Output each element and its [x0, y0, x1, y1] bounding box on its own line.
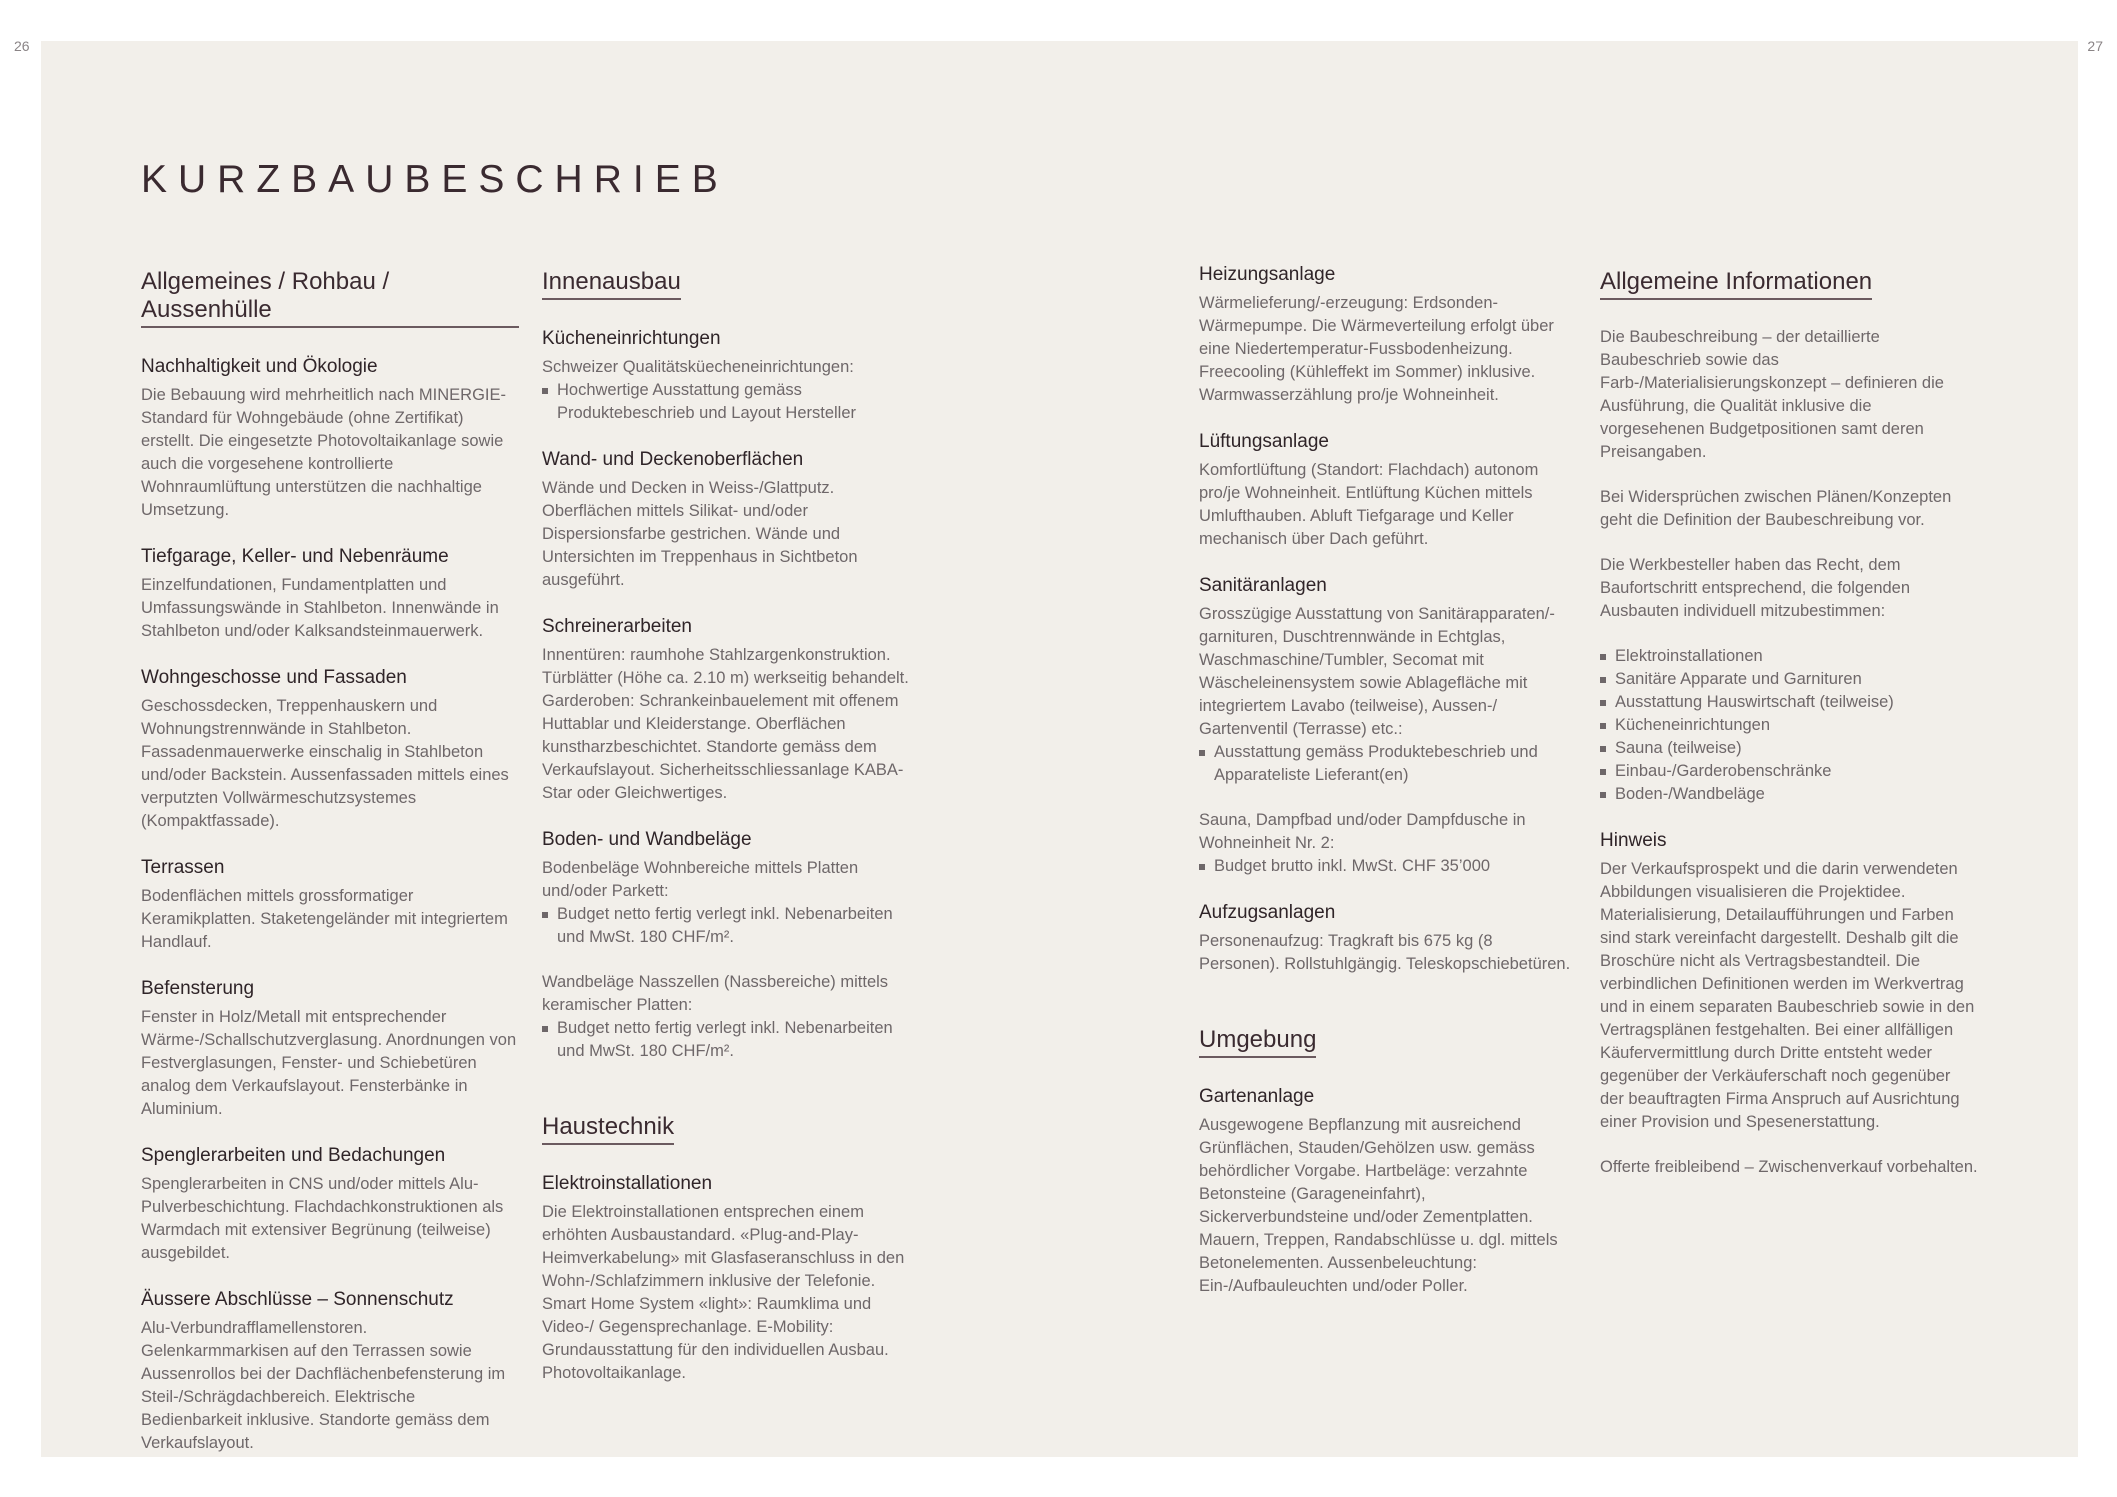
info-paragraph: Bei Widersprüchen zwischen Plänen/Konzepten geht die Definition der Baubeschreibung vor.: [1600, 488, 1952, 529]
list-item: Elektroinstallationen: [1600, 645, 1978, 668]
section-text: Die Elektroinstallationen entsprechen einem erhöhten Ausbaustandard. «Plug-and-Play-Heimverkabelung» mit Glasfaseranschluss in den Wohn-/Schlafzimmern inklusive der Telefonie. Smart Home System «light»: Raumklima und Video-/ Gegensprechanlage. E-Mobility: Grundausstattung für den individuellen Ausbau. Photovoltaikanlage.: [542, 1203, 905, 1382]
section-text: Wandbeläge Nasszellen (Nassbereiche) mittels keramischer Platten:: [542, 973, 889, 1014]
section-title: Tiefgarage, Keller- und Nebenräume: [141, 546, 449, 567]
section-title: Elektroinstallationen: [542, 1173, 713, 1194]
info-paragraph: Die Baubeschreibung – der detaillierte Baubeschrieb sowie das Farb-/Materialisierungskonzept – definieren die Ausführung, die Qualität inklusive die vorgesehenen Budgetpositionen samt deren Preisangaben.: [1600, 328, 1944, 461]
list-item: Ausstattung Hauswirtschaft (teilweise): [1600, 691, 1978, 714]
section-title: Wohngeschosse und Fassaden: [141, 667, 407, 688]
list-item: Kücheneinrichtungen: [1600, 714, 1978, 737]
ausbauten-list: [1600, 645, 1978, 806]
section-title: Kücheneinrichtungen: [542, 328, 721, 349]
column-innenausbau: [542, 262, 920, 1407]
section-title: Befensterung: [141, 978, 255, 999]
bullet-list: [542, 903, 920, 949]
section-title: Nachhaltigkeit und Ökologie: [141, 356, 378, 377]
section-title: Hinweis: [1600, 830, 1667, 851]
list-item: Ausstattung gemäss Produktebeschrieb und Apparateliste Lieferant(en): [1199, 741, 1577, 787]
section-sanitaer: [1199, 573, 1577, 878]
section-text: Schweizer Qualitätsküecheneinrichtungen:: [542, 358, 854, 376]
section-text: Ausgewogene Bepflanzung mit ausreichend Grünflächen, Stauden/Gehölzen usw. gemäss behördlicher Vorgabe. Hartbeläge: verzahnte Betonsteine (Garageneinfahrt), Sickerverbundsteine und/oder Zementplatten. Mauern, Treppen, Randabschlüsse u. dgl. mittels Betonelementen. Aussenbeleuchtung: Ein-/Aufbauleuchten und/oder Poller.: [1199, 1116, 1558, 1295]
section-elektro: [542, 1171, 920, 1385]
page-number-right: 27: [2087, 38, 2103, 54]
bullet-list: [1199, 855, 1577, 878]
section-text: Einzelfundationen, Fundamentplatten und Umfassungswände in Stahlbeton. Innenwände in Stahlbeton und/oder Kalksandsteinmauerwerk.: [141, 576, 499, 640]
heading-haustechnik: Haustechnik: [542, 1113, 674, 1145]
section-spenglerarbeiten: [141, 1143, 519, 1265]
section-nachhaltigkeit: [141, 354, 519, 522]
section-heizung: [1199, 262, 1577, 407]
section-title: Aufzugsanlagen: [1199, 902, 1336, 923]
column-haustechnik: [1199, 262, 1577, 1320]
section-text: Die Bebauung wird mehrheitlich nach MINERGIE-Standard für Wohngebäude (ohne Zertifikat) erstellt. Die eingesetzte Photovoltaikanlage sowie auch die vorgesehene kontrollierte Wohnraumlüftung unterstützen die nachhaltige Umsetzung.: [141, 386, 506, 519]
section-title: Terrassen: [141, 857, 225, 878]
section-text: Personenaufzug: Tragkraft bis 675 kg (8 Personen). Rollstuhlgängig. Teleskopschiebetüren.: [1199, 932, 1571, 973]
info-paragraph: Offerte freibleibend – Zwischenverkauf vorbehalten.: [1600, 1158, 1978, 1176]
section-text: Spenglerarbeiten in CNS und/oder mittels Alu-Pulverbeschichtung. Flachdachkonstruktionen als Warmdach mit extensiver Begrünung (teilweise) ausgebildet.: [141, 1175, 504, 1262]
section-aufzug: [1199, 900, 1577, 976]
section-title: Spenglerarbeiten und Bedachungen: [141, 1145, 446, 1166]
section-terrassen: [141, 855, 519, 954]
section-title: Schreinerarbeiten: [542, 616, 692, 637]
section-text: Wände und Decken in Weiss-/Glattputz. Oberflächen mittels Silikat- und/oder Dispersionsfarbe gestrichen. Wände und Untersichten im Treppenhaus in Sichtbeton ausgeführt.: [542, 479, 858, 589]
heading-allgemeine-informationen: Allgemeine Informationen: [1600, 268, 1872, 300]
section-title: Lüftungsanlage: [1199, 431, 1329, 452]
section-text: Sauna, Dampfbad und/oder Dampfdusche in Wohneinheit Nr. 2:: [1199, 811, 1526, 852]
bullet-list: [542, 1017, 920, 1063]
section-text: Bodenbeläge Wohnbereiche mittels Platten und/oder Parkett:: [542, 859, 859, 900]
section-befensterung: [141, 976, 519, 1121]
section-lueftung: [1199, 429, 1577, 551]
section-hinweis: [1600, 828, 1978, 1134]
section-text: Der Verkaufsprospekt und die darin verwendeten Abbildungen visualisieren die Projektidee. Materialisierung, Detailaufführungen und Farben sind stark vereinfacht dargestellt. Deshalb gilt die Broschüre nicht als Vertragsbestandteil. Die verbindlichen Definitionen werden im Werkvertrag und in einem separaten Baubeschrieb sowie in den Vertragsplänen festgehalten. Bei einer allfälligen Käufervermittlung durch Dritte entsteht weder gegenüber der Verkäuferschaft noch gegenüber der beauftragten Firma Anspruch auf Ausrichtung einer Provision und Spesenerstattung.: [1600, 860, 1975, 1131]
section-title: Heizungsanlage: [1199, 264, 1336, 285]
list-item: Sauna (teilweise): [1600, 737, 1978, 760]
section-wand-decken: [542, 447, 920, 592]
list-item: Boden-/Wandbeläge: [1600, 783, 1978, 806]
page-number-left: 26: [14, 38, 30, 54]
section-text: Alu-Verbundrafflamellenstoren. Gelenkarmmarkisen auf den Terrassen sowie Aussenrollos bei der Dachflächenbefensterung im Steil-/Schrägdachbereich. Elektrische Bedienbarkeit inklusive. Standorte gemäss dem Verkaufslayout.: [141, 1319, 506, 1452]
bullet-list: [1199, 741, 1577, 787]
column-rohbau: [141, 262, 519, 1477]
section-text: Innentüren: raumhohe Stahlzargenkonstruktion. Türblätter (Höhe ca. 2.10 m) werkseitig behandelt. Garderoben: Schrankeinbauelement mit offenem Huttablar und Kleiderstange. Oberflächen kunstharzbeschichtet. Standorte gemäss dem Verkaufslayout. Sicherheitsschliessanlage KABA-Star oder Gleichwertiges.: [542, 646, 909, 802]
list-item: Budget netto fertig verlegt inkl. Nebenarbeiten und MwSt. 180 CHF/m².: [542, 1017, 920, 1063]
section-title: Äussere Abschlüsse – Sonnenschutz: [141, 1289, 454, 1310]
section-wohngeschosse: [141, 665, 519, 833]
info-paragraph: Die Werkbesteller haben das Recht, dem Baufortschritt entsprechend, die folgenden Ausbauten individuell mitzubestimmen:: [1600, 556, 1911, 620]
list-item: Hochwertige Ausstattung gemäss Produktebeschrieb und Layout Hersteller: [542, 379, 920, 425]
page-title: KURZBAUBESCHRIEB: [141, 158, 729, 201]
section-title: Gartenanlage: [1199, 1086, 1315, 1107]
list-item: Einbau-/Garderobenschränke: [1600, 760, 1978, 783]
section-text: Bodenflächen mittels grossformatiger Keramikplatten. Staketengeländer mit integriertem Handlauf.: [141, 887, 508, 951]
list-item: Sanitäre Apparate und Garnituren: [1600, 668, 1978, 691]
section-title: Sanitäranlagen: [1199, 575, 1327, 596]
section-text: Grosszügige Ausstattung von Sanitärapparaten/-garnituren, Duschtrennwände in Echtglas, Waschmaschine/Tumbler, Secomat mit Wäscheleinensystem sowie Ablagefläche mit integriertem Lavabo (teilweise), Aussen-/ Gartenventil (Terrasse) etc.:: [1199, 605, 1555, 738]
section-tiefgarage: [141, 544, 519, 643]
list-item: Budget netto fertig verlegt inkl. Nebenarbeiten und MwSt. 180 CHF/m².: [542, 903, 920, 949]
section-sonnenschutz: [141, 1287, 519, 1455]
section-text: Komfortlüftung (Standort: Flachdach) autonom pro/je Wohneinheit. Entlüftung Küchen mittels Umlufthauben. Abluft Tiefgarage und Keller mechanisch über Dach geführt.: [1199, 461, 1539, 548]
section-text: Geschossdecken, Treppenhauskern und Wohnungstrennwände in Stahlbeton. Fassadenmauerwerke einschalig in Stahlbeton und/oder Backstein. Aussenfassaden mittels eines verputzten Vollwärmeschutzsystemes (Kompaktfassade).: [141, 697, 509, 830]
section-kuechen: [542, 326, 920, 425]
heading-umgebung: Umgebung: [1199, 1026, 1316, 1058]
section-gartenanlage: [1199, 1084, 1577, 1298]
bullet-list: [542, 379, 920, 425]
section-schreinerarbeiten: [542, 614, 920, 805]
heading-innenausbau: Innenausbau: [542, 268, 681, 300]
section-boden-wand: [542, 827, 920, 1063]
heading-allgemeines-rohbau: Allgemeines / Rohbau / Aussenhülle: [141, 268, 519, 328]
section-title: Wand- und Deckenoberflächen: [542, 449, 804, 470]
section-text: Wärmelieferung/-erzeugung: Erdsonden-Wärmepumpe. Die Wärmeverteilung erfolgt über eine Niedertemperatur-Fussbodenheizung. Freecooling (Kühleffekt im Sommer) inklusive. Warmwasserzählung pro/je Wohneinheit.: [1199, 294, 1554, 404]
column-allgemeine-informationen: [1600, 262, 1978, 1201]
list-item: Budget brutto inkl. MwSt. CHF 35’000: [1199, 855, 1577, 878]
section-text: Fenster in Holz/Metall mit entsprechender Wärme-/Schallschutzverglasung. Anordnungen von Festverglasungen, Fenster- und Schiebetüren analog dem Verkaufslayout. Fensterbänke in Aluminium.: [141, 1008, 517, 1118]
section-title: Boden- und Wandbeläge: [542, 829, 752, 850]
